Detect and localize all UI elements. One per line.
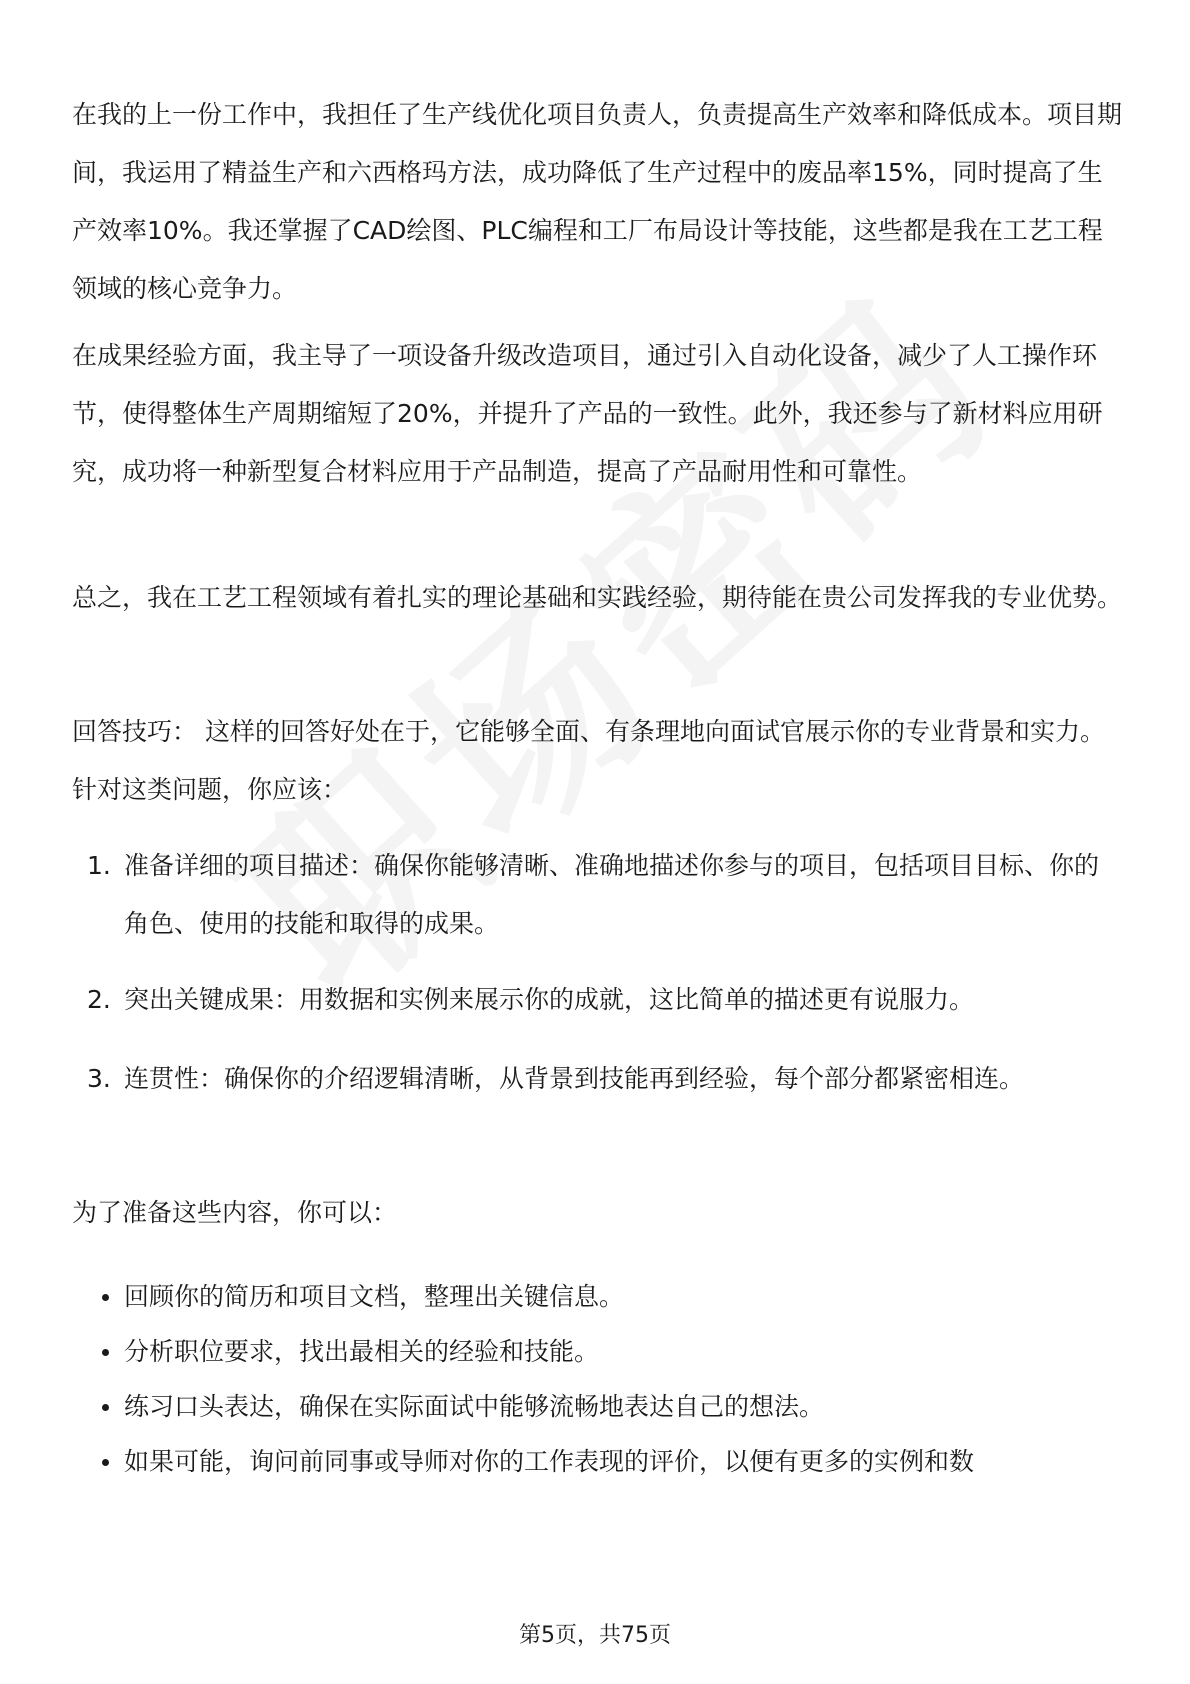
paragraph-work-experience: 在我的上一份工作中，我担任了生产线优化项目负责人，负责提高生产效率和降低成本。项目期间，我运用了精益生产和六西格玛方法，成功降低了生产过程中的废品率15%，同时提高了生产效率10%。我还掌握了CAD绘图、PLC编程和工厂布局设计等技能，这些都是我在工艺工程领域的核心竞争力。 [72, 100, 1123, 303]
numbered-item-text: 连贯性：确保你的介绍逻辑清晰，从背景到技能再到经验，每个部分都紧密相连。 [124, 1064, 1025, 1093]
bullet-item-text: 回顾你的简历和项目文档，整理出关键信息。 [124, 1282, 625, 1311]
bullet-dot-icon [102, 1349, 109, 1356]
paragraph-prepare-intro: 为了准备这些内容，你可以： [72, 1198, 398, 1227]
paragraph-achievements: 在成果经验方面，我主导了一项设备升级改造项目，通过引入自动化设备，减少了人工操作环节，使得整体生产周期缩短了20%，并提升了产品的一致性。此外，我还参与了新材料应用研究，成功将一种新型复合材料应用于产品制造，提高了产品耐用性和可靠性。 [72, 341, 1103, 486]
paragraph-summary: 总之，我在工艺工程领域有着扎实的理论基础和实践经验，期待能在贵公司发挥我的专业优势。 [72, 583, 1123, 612]
bullet-item-text: 如果可能，询问前同事或导师对你的工作表现的评价，以便有更多的实例和数 [124, 1447, 975, 1476]
numbered-item [72, 1050, 1122, 1108]
numbered-item-number: 1. [87, 851, 111, 880]
bullet-item [72, 1268, 1122, 1326]
page-number: 第5页，共75页 [519, 1623, 671, 1648]
bullet-item-text: 练习口头表达，确保在实际面试中能够流畅地表达自己的想法。 [124, 1392, 825, 1421]
numbered-item-number: 3. [87, 1064, 111, 1093]
numbered-item-text: 准备详细的项目描述：确保你能够清晰、准确地描述你参与的项目，包括项目目标、你的角色、使用的技能和取得的成果。 [124, 851, 1100, 938]
bullet-item [72, 1433, 1122, 1491]
bullet-item [72, 1323, 1122, 1381]
bullet-item [72, 1378, 1122, 1436]
numbered-item-number: 2. [87, 985, 111, 1014]
numbered-item [72, 971, 1122, 1029]
paragraph-answer-tips: 回答技巧： 这样的回答好处在于，它能够全面、有条理地向面试官展示你的专业背景和实力。针对这类问题，你应该： [72, 717, 1105, 804]
bullet-dot-icon [102, 1404, 109, 1411]
bullet-dot-icon [102, 1459, 109, 1466]
numbered-item [72, 837, 1122, 953]
bullet-dot-icon [102, 1294, 109, 1301]
bullet-item-text: 分析职位要求，找出最相关的经验和技能。 [124, 1337, 600, 1366]
numbered-item-text: 突出关键成果：用数据和实例来展示你的成就，这比简单的描述更有说服力。 [124, 985, 975, 1014]
